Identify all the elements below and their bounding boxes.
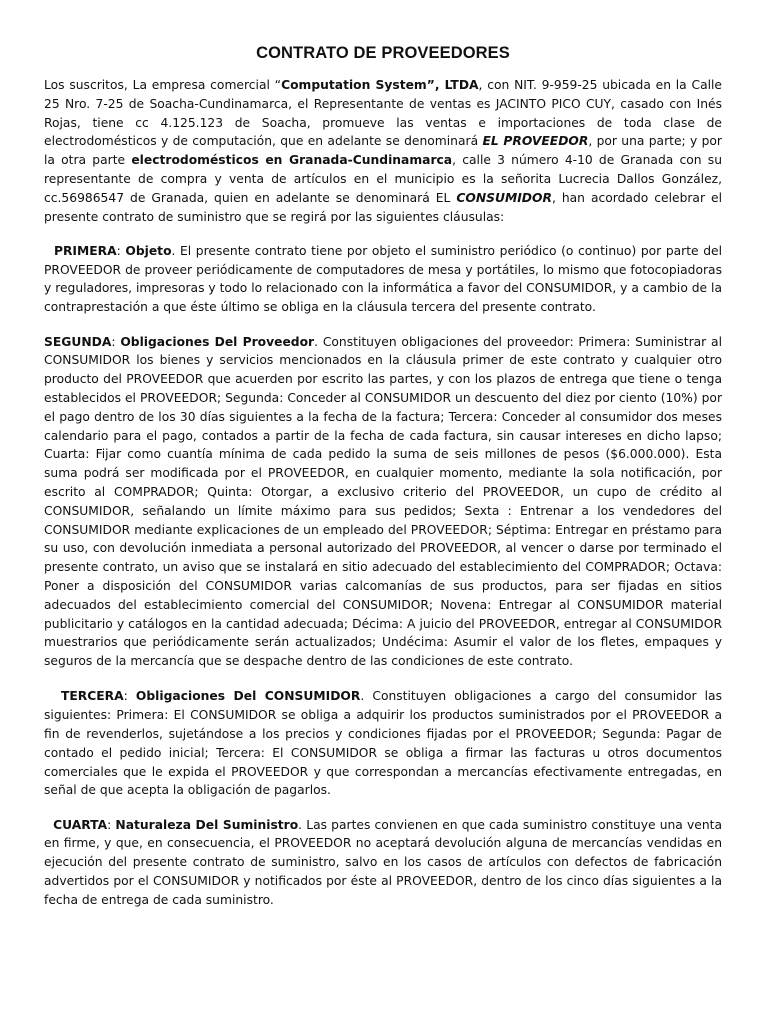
intro-text-4: , calle 3 número 4-10 de Granada con su representante de compra y venta de artículos en el municipio es la señorita Lucrecia Dallos González, cc.56986547 de Granada, quien en adelante se denominará EL xyxy=(44,153,722,205)
clause-separator: : xyxy=(116,243,126,258)
company-name: Computation System”, LTDA xyxy=(281,78,479,92)
clause-separator: : xyxy=(107,817,116,832)
clause-text: . Las partes convienen en que cada suministro constituye una venta en firme, y que, en consecuencia, el PROVEEDOR no aceptará devolución alguna de mercancías vendidas en ejecución del presente contrato de suministro, salvo en los casos de artículos con defectos de fabricación advertidos por el CONSUMIDOR y notificados por éste al PROVEEDOR, dentro de los cinco días siguientes a la fecha de entrega de cada suministro. xyxy=(44,817,726,907)
clause-tercera xyxy=(44,687,726,800)
contract-page xyxy=(44,0,726,925)
document-title: CONTRATO DE PROVEEDORES xyxy=(256,44,510,62)
clause-text: . Constituyen obligaciones del proveedor: Primera: Suministrar al CONSUMIDOR los bienes y servicios mencionados en la cláusula primer de este contrato y cualquier otro producto del PROVEEDOR que acuerden por escrito las partes, y con los plazos de entrega que tiene o tenga establecidos el PROVEEDOR; Segunda: Conceder al CONSUMIDOR un descuento del diez por ciento (10%) por el pago dentro de los 30 días siguientes a la fecha de la factura; Tercera: Conceder al consumidor dos meses calendario para el pago, contados a partir de la fecha de cada factura, sin causar intereses en dicho lapso; Cuarta: Fijar como cuantía mínima de cada pedido la suma de seis millones de pesos ($6.000.000). Esta suma podrá ser modificada por el PROVEEDOR, en cualquier momento, mediante la sola notificación, por escrito al COMPRADOR; Quinta: Otorgar, a exclusivo criterio del PROVEEDOR, un cupo de crédito al CONSUMIDOR, señalando un límite máximo para sus pedidos; Sexta : Entrenar a los vendedores del CONSUMIDOR mediante explicaciones de un empleado del PROVEEDOR; Séptima: Entregar en préstamo para su uso, con devolución inmediata a personal autorizado del PROVEEDOR, al vencer o darse por terminado el presente contrato, un aviso que se instalará en sitio adecuado del establecimiento del COMPRADOR; Octava: Poner a disposición del CONSUMIDOR varias calcomanías de sus productos, para ser fijadas en sitios adecuados del establecimiento comercial del CONSUMIDOR; Novena: Entregar al CONSUMIDOR material publicitario y catálogos en la cantidad adecuada; Décima: A juicio del PROVEEDOR, entregar al CONSUMIDOR muestrarios que periódicamente serán actualizados; Undécima: Asumir el valor de los fletes, empaques y seguros de la mercancía que se despache dentro de las condiciones de este contrato. xyxy=(44,334,722,669)
clause-number: SEGUNDA xyxy=(44,334,112,349)
clause-text: . Constituyen obligaciones a cargo del consumidor las siguientes: Primera: El CONSUMIDOR se obliga a adquirir los productos suministrados por el PROVEEDOR a fin de revenderlos, sujetándose a los precios y condiciones fijadas por el PROVEEDOR; Segunda: Pagar de contado el pedido inicial; Tercera: El CONSUMIDOR se obliga a firmar las facturas u otros documentos comerciales que le expida el PROVEEDOR y que correspondan a mercancías efectivamente entregadas, en señal de que acepta la obligación de pagarlos. xyxy=(44,689,726,798)
consumidor-term: CONSUMIDOR xyxy=(456,190,552,205)
clause-primera xyxy=(44,242,726,317)
clause-separator: : xyxy=(111,334,121,349)
clause-heading: Obligaciones Del Proveedor xyxy=(120,334,315,349)
clause-separator: : xyxy=(123,689,136,704)
counterparty-name: electrodomésticos en Granada-Cundinamarca xyxy=(131,153,453,168)
clause-number: CUARTA xyxy=(44,817,108,832)
clause-segunda xyxy=(44,333,722,671)
clause-number: TERCERA xyxy=(44,689,124,704)
intro-text-1: Los suscritos, La empresa comercial “ xyxy=(44,78,282,92)
clause-heading: Objeto xyxy=(125,243,172,258)
proveedor-term: EL PROVEEDOR xyxy=(482,134,589,149)
clause-number: PRIMERA xyxy=(44,243,117,258)
clause-cuarta xyxy=(44,816,726,910)
intro-text-2: , con NIT. 9-959-25 ubicada en la Calle 25 Nro. 7-25 de Soacha-Cundinamarca, el Representante de ventas es JACINTO PICO CUY, casado con Inés Rojas, tiene cc 4.125.123 de Soacha, promueve las ventas e importaciones de toda clase de electrodomésticos y de computación, que en adelante se denominará xyxy=(44,78,722,149)
intro-text-3: , por una parte; y por la otra parte xyxy=(44,134,722,168)
clause-heading: Obligaciones Del CONSUMIDOR xyxy=(135,689,361,704)
intro-text-5: , han acordado celebrar el presente contrato de suministro que se regirá por las siguientes cláusulas: xyxy=(44,190,722,224)
clause-text: . El presente contrato tiene por objeto el suministro periódico (o continuo) por parte del PROVEEDOR de proveer periódicamente de computadores de mesa y portátiles, lo mismo que fotocopiadoras y reguladores, impresoras y todo lo relacionado con la informática a favor del CONSUMIDOR, y a cambio de la contraprestación a que éste último se obliga en la cláusula tercera del presente contrato. xyxy=(44,243,726,315)
clause-heading: Naturaleza Del Suministro xyxy=(115,817,299,832)
intro-paragraph xyxy=(44,76,722,226)
